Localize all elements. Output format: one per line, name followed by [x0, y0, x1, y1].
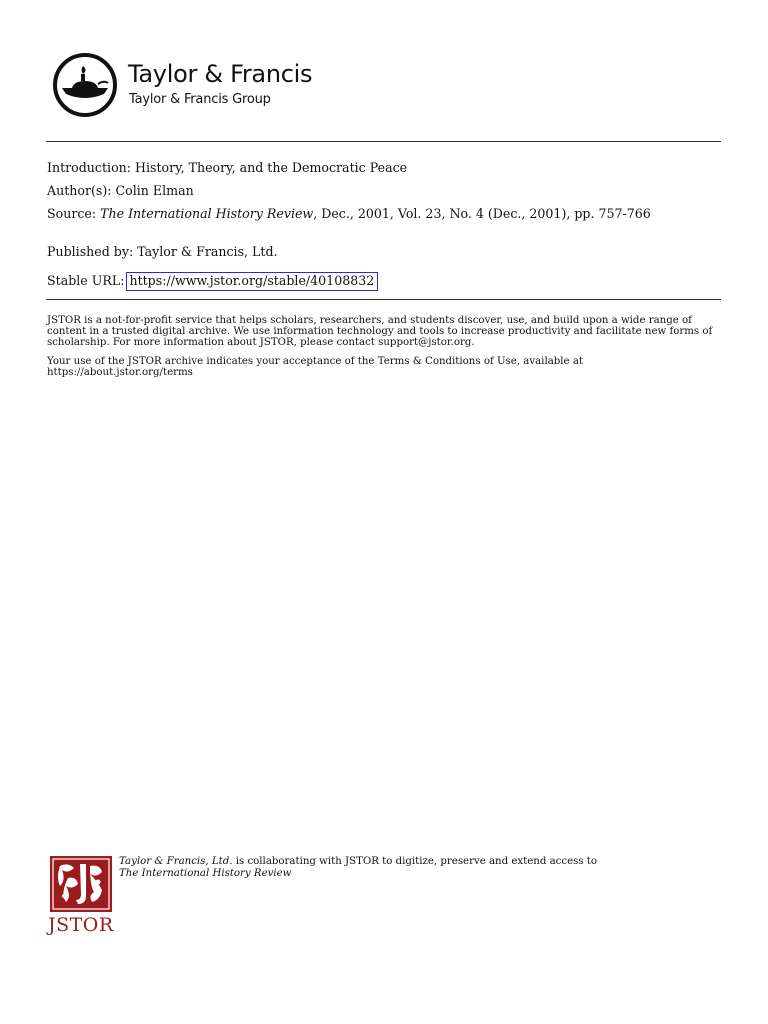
- publisher-logo: [52, 52, 352, 118]
- collab-journal: The International History Review: [119, 867, 292, 879]
- collab-publisher: Taylor & Francis, Ltd.: [119, 856, 233, 867]
- divider-top: [46, 141, 721, 142]
- collab-text: is collaborating with JSTOR to digitize, preserve and extend access to: [232, 856, 598, 867]
- lamp-icon: [52, 52, 118, 118]
- author-label: Author(s):: [47, 183, 112, 198]
- publisher-name: Taylor & Francis, Ltd.: [137, 244, 278, 259]
- jstor-wordmark: JSTOR: [48, 914, 114, 936]
- jstor-mission-notice: JSTOR is a not-for-profit service that helps scholars, researchers, and students discover, use, and build upon a wide range of content in a trusted digital archive. We use information technology and tools to increase productivity and facilitate new forms of scholarship. For more information about JSTOR, please contact support@jstor.org.: [47, 315, 713, 349]
- article-title: Introduction: History, Theory, and the Democratic Peace: [47, 160, 408, 175]
- terms-notice: Your use of the JSTOR archive indicates your acceptance of the Terms & Conditions of Use, available at https://about.jstor.org/terms: [47, 356, 583, 379]
- jstor-logo: [48, 856, 116, 938]
- source-label: Source:: [47, 206, 97, 221]
- stable-url-label: Stable URL:: [47, 273, 125, 288]
- jstor-seal-icon: [50, 856, 112, 912]
- collaboration-notice: [119, 856, 719, 879]
- author-line: [47, 184, 194, 198]
- source-line: [47, 207, 722, 221]
- journal-title: The International History Review: [100, 206, 314, 221]
- brand-group: Taylor & Francis Group: [129, 92, 271, 107]
- publisher-label: Published by:: [47, 244, 134, 259]
- stable-url-link[interactable]: https://www.jstor.org/stable/40108832: [126, 272, 378, 291]
- publisher-line: [47, 245, 278, 259]
- divider-middle: [46, 299, 721, 300]
- stable-url-line: [47, 272, 378, 291]
- brand-name: Taylor & Francis: [128, 60, 313, 88]
- source-details: , Dec., 2001, Vol. 23, No. 4 (Dec., 2001), pp. 757-766: [313, 206, 651, 221]
- author-name: Colin Elman: [115, 183, 194, 198]
